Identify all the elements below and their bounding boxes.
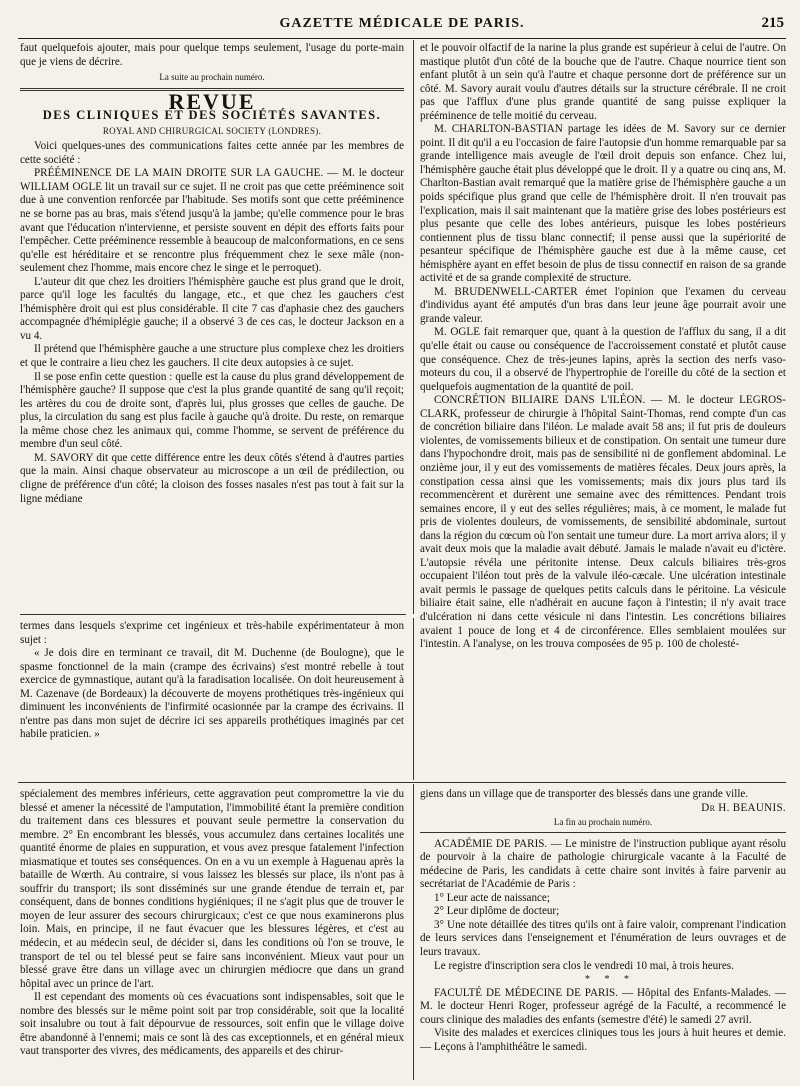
paragraph: PRÉÉMINENCE DE LA MAIN DROITE SUR LA GAUCHE. — M. le docteur WILLIAM OGLE lit un travail sur ce sujet. Il ne croit pas que cette prééminence soit due à une convention renforcée par l'habitude. Ses motifs sont que cette prééminence ne se borne pas au bras, mais s'étend jusqu'à la jambe; qu'elle commence pour le bras avant que l'éducation n'intervienne, et persiste souvent en dépit des efforts faits pour l'empêcher. Cette prééminence ressemble à beaucoup de malconformations, en ce sens qu'elle est héréditaire et se rencontre plus fréquemment chez le sexe mâle (non-seulement chez l'homme, mais encore chez le singe et le perroquet). bbox=[20, 167, 404, 275]
paragraph: M. BRUDENWELL-CARTER émet l'opinion que l'examen du cerveau d'individus ayant été amputés d'un bras dans leur jeune âge pourrait avoir une grande valeur. bbox=[420, 285, 786, 325]
quotation: « Je dois dire en terminant ce travail, dit M. Duchenne (de Boulogne), que le spasme fonctionnel de la main (crampe des écrivains) s'est montré rebelle à tout exercice de gymnastique, autant qu'à la faradisation localisée. On doit heureusement à M. Cazenave (de Bordeaux) la découverte de moyens prothétiques très-ingénieux qui diminuent les inconvénients de l'infirmité ocasionnée par la crampe des écrivains. Il n'entre pas dans mon sujet de décrire ici ses appareils prothétiques imaginés par cet habile praticien. » bbox=[20, 647, 404, 741]
right-column-top bbox=[420, 42, 786, 780]
paragraph: Le registre d'inscription sera clos le vendredi 10 mai, à trois heures. bbox=[434, 959, 734, 972]
stars-separator: * * * bbox=[585, 974, 635, 986]
left-column-bottom bbox=[20, 788, 404, 1080]
right-column-bottom bbox=[420, 788, 786, 1080]
page-number: 215 bbox=[761, 15, 784, 31]
paragraph: spécialement des membres inférieurs, cette aggravation peut compromettre la vie du blessé et amener la nécessité de l'amputation, l'immobilité étant la première condition du traitement dans ces blessures et pouvant seule permettre la conservation du membre. 2° En encombrant les blessés, vous accumulez dans certaines localités une quantité énorme de plaies en suppuration, et vous avez presque fatalement l'infection miasmatique et toutes ses conséquences. On en a vu un exemple à Haguenau après la bataille de Wœrth. Au contraire, si vous laissez les blessés sur place, ils n'ont pas à souffrir du transport; ils sont disséminés sur une grande étendue de terrain et, par conséquent, dans de bonnes conditions hygiéniques; il ne s'agit plus que de trouver le moyen de leur assurer des secours chirurgicaux; c'est ce que nous examinerons plus loin. Mais, en principe, il ne faut évacuer que les blessures légères, et c'est au médecin, et au médecin seul, de décider si, dans les conditions où l'on se trouve, le transport de tel ou tel blessé peut se faire sans inconvénient. Mieux vaut pour un blessé grave être dans un village avec un chirurgien médiocre que dans un grand hôpital avec un prince de l'art. bbox=[20, 788, 404, 990]
paragraph: M. OGLE fait remarquer que, quant à la question de l'afflux du sang, il a dit qu'elle était ou cause ou conséquence de l'accroissement constaté et plutôt cause que conséquence. Chez de très-jeunes lapins, après la section des nerfs vaso-moteurs du cou, il a observé de l'hypertrophie de l'oreille du côté de la section et quelquefois augmentation de la quantité de poil. bbox=[420, 326, 786, 393]
left-column-middle bbox=[20, 620, 404, 780]
column-rule-bottom bbox=[413, 784, 414, 1080]
paragraph: faut quelquefois ajouter, mais pour quelque temps seulement, l'usage du porte-main que je viens de décrire. bbox=[20, 42, 404, 68]
academie-notice: ACADÉMIE DE PARIS. — Le ministre de l'instruction publique ayant résolu de pourvoir à la chaire de pathologie chirurgicale vacante à la Faculté de médecine de Paris, les candidats à cette chaire sont invités à faire parvenir au secrétariat de l'Académie de Paris : bbox=[420, 837, 786, 891]
paragraph: CONCRÉTION BILIAIRE DANS L'ILÉON. — M. le docteur LEGROS-CLARK, professeur de chirurgie à l'hôpital Saint-Thomas, rend compte d'un cas de concrétion biliaire dans l'iléon. Le malade avait 58 ans; il fut pris de douleurs violentes, de vomissements bilieux et de constipation. On sentait une tumeur dure dans l'hypochondre droit, mais pas de sensibilité ni de gonflement abdominal. Le onzième jour, il y eut des vomissements de matières fécales. Deux jours après, la constipation cessa ainsi que les vomissements; mais dix jours plus tard ils recommencèrent et durèrent une semaine avec des rémittences. Pendant trois semaines encore, il y eut des selles régulières; mais, à ce moment, le malade fut pris de violentes douleurs, de vomissements, de sensibilité abdominale, surtout dans la région du cœcum où l'on sentait une tumeur dure. La mort arriva alors; il y avait deux mois que la maladie avait débuté. Jamais le malade n'avait eu d'ictère. L'autopsie révéla une péritonite intense. Deux calculs biliaires très-gros occupaient l'iléon tout près de la valvule iléo-cæcale. Une ulcération intestinale avait permis le passage de quelques petits calculs dans le péritoine. La vésicule biliaire était saine, elle n'adhérait en aucune façon à l'intestin; il n'y avait trace d'ulcération ni dans cette vésicule ni dans l'intestin. Les concrétions biliaires avaient 1 pouce de long et 4 de circonférence. Elles semblaient moulées sur l'intestin. A l'analyse, on les trouva composées de 95 p. 100 de cholesté- bbox=[420, 394, 786, 651]
journal-title: GAZETTE MÉDICALE DE PARIS. bbox=[279, 16, 525, 31]
paragraph: et le pouvoir olfactif de la narine la plus grande est supérieur à celui de l'autre. On mastique plutôt d'un côté de la bouche que de l'autre. Chaque nourrice tient son enfant plutôt à un sein qu'à l'autre et chaque personne dort de préférence sur un côté. M. Savory aurait voulu d'autres détails sur la structure cérébrale. Il ne croit pas que l'afflux d'une plus grande quantité de sang puisse expliquer la prééminence de telle moitié du cerveau. bbox=[420, 42, 786, 122]
paragraph: M. CHARLTON-BASTIAN partage les idées de M. Savory sur ce dernier point. Il dit qu'il a eu l'occasion de faire l'autopsie d'un homme remarquable par sa grande intelligence mais aveugle de l'œil droit depuis son enfance. Chez lui, l'hémisphère gauche était plus développé que le droit. Il y a quatre ou cinq ans, M. Charlton-Bastian avait remarqué que la matière grise de l'hémisphère gauche a un poids spécifique plus grand que celle de l'hémisphère droit. Il n'en trouvait pas l'explication, mais il sait maintenant que la matière grise des lobes postérieurs est plus pesante que celle des lobes antérieurs, puisque les lobes postérieurs contiennent plus de tissu blanc connectif; il pense aussi que la supériorité de pesanteur spécifique de l'hémisphère gauche est due à la même cause, cet hémisphère ayant en effet besoin de plus de tissu connectif en raison de sa grande activité et de sa grande complexité de structure. bbox=[420, 123, 786, 285]
paragraph: giens dans un village que de transporter des blessés dans une grande ville. bbox=[420, 788, 749, 800]
paragraph: L'auteur dit que chez les droitiers l'hémisphère gauche est plus grand que le droit, parce qu'il loge les facultés du langage, etc., et que chez les gauchers c'est l'hémisphère droit qui est plus considérable. Il cite 7 cas d'aphasie chez des gauchers accompagnée d'hémiplégie gauche; il a observé 3 de ces cas, le docteur Jackson en a vu 4. bbox=[20, 275, 404, 342]
list-item: 3° Une note détaillée des titres qu'ils ont à faire valoir, comprenant l'indication de leurs services dans l'enseignement et l'énumération de leurs ouvrages et de leurs travaux. bbox=[420, 918, 786, 959]
paragraph: M. SAVORY dit que cette différence entre les deux côtés s'étend à d'autres parties que la main. Ainsi chaque observateur au microscope a un œil de prédilection, ou cligne de préférence d'un côté; la cloison des fosses nasales n'est pas tout à fait sur la ligne médiane bbox=[20, 451, 404, 505]
paragraph: Il prétend que l'hémisphère gauche a une structure plus complexe chez les droitiers et que le contraire a lieu chez les gauchers. Il cite deux autopsies à ce sujet. bbox=[20, 343, 404, 370]
faculte-notice: FACULTÉ DE MÉDECINE DE PARIS. — Hôpital des Enfants-Malades. — M. le docteur Henri Roger, professeur agrégé de la Faculté, a recommencé le cours clinique des maladies des enfants (semestre d'été) le samedi 27 avril. bbox=[420, 986, 786, 1026]
left-separator-top bbox=[20, 614, 406, 615]
running-header bbox=[18, 10, 786, 39]
society-heading: ROYAL AND CHIRURGICAL SOCIETY (LONDRES). bbox=[102, 125, 322, 136]
page-separator bbox=[18, 782, 786, 783]
paragraph: Il est cependant des moments où ces évacuations sont indispensables, soit que le nombre des blessés sur le même point soit par trop considérable, soit que la localité soit insalubre ou tout à fait dépourvue de ressources, soit enfin que le village doive être abandonné à l'ennemi; mais ce sont là des cas exceptionnels, et en général mieux vaut transporter des vivres, des médicaments, des appareils et des chirur- bbox=[20, 991, 404, 1058]
list-item: 2° Leur diplôme de docteur; bbox=[434, 905, 560, 918]
signature: Dr H. BEAUNIS. bbox=[701, 801, 786, 814]
notice-divider bbox=[420, 832, 786, 833]
column-rule-middle bbox=[413, 618, 414, 780]
section-subtitle: DES CLINIQUES ET DES SOCIÉTÉS SAVANTES. bbox=[42, 108, 382, 123]
paragraph: Il se pose enfin cette question : quelle est la cause du plus grand développement de l'hémisphère gauche? Il suppose que c'est la plus grande quantité de sang qu'il reçoit; les artères du cou de droite sont, d'après lui, plus grosses que celles de gauche. De plus, la circulation du sang est plus facile à gauche qu'à droite. Du reste, on remarque la même chose chez les animaux qui, comme l'homme, se servent de préférence du membre d'un seul côté. bbox=[20, 370, 404, 451]
section-title: REVUE bbox=[168, 88, 256, 114]
column-rule-top bbox=[413, 40, 414, 614]
continuation-note: La fin au prochain numéro. bbox=[553, 817, 653, 828]
section-divider bbox=[20, 88, 404, 91]
paragraph: Visite des malades et exercices cliniques tous les jours à huit heures et demie. — Leçons à l'amphithéâtre le samedi. bbox=[420, 1027, 786, 1053]
list-item: 1° Leur acte de naissance; bbox=[434, 891, 550, 904]
paragraph: Voici quelques-unes des communications faites cette année par les membres de cette société : bbox=[20, 140, 404, 166]
paragraph: termes dans lesquels s'exprime cet ingénieux et très-habile expérimentateur à mon sujet : bbox=[20, 620, 404, 646]
continuation-note: La suite au prochain numéro. bbox=[159, 72, 265, 83]
left-column-top bbox=[20, 42, 404, 602]
